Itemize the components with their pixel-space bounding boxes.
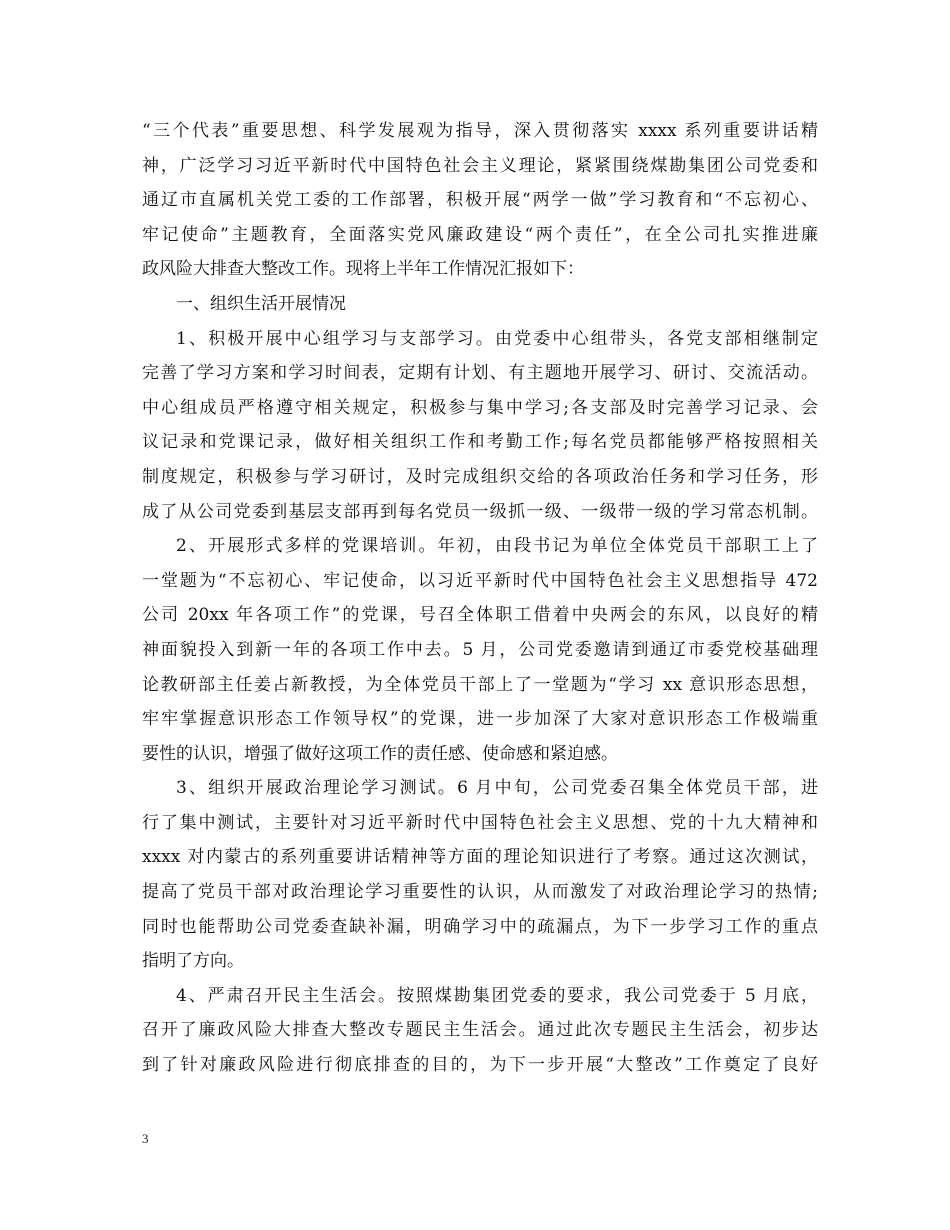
text-line: 公司 20xx 年各项工作”的党课，号召全体职工借着中央两会的东风，以良好的精	[142, 605, 818, 626]
text-line: 政风险大排查大整改工作。现将上半年工作情况汇报如下：	[142, 259, 584, 280]
text-line: 一堂题为“不忘初心、牢记使命，以习近平新时代中国特色社会主义思想指导 472	[142, 570, 818, 591]
text-line: 议记录和党课记录，做好相关组织工作和考勤工作;每名党员都能够严格按照相关	[142, 432, 818, 453]
text-line: 论教研部主任姜占新教授，为全体党员干部上了一堂题为“学习 xx 意识形态思想，	[142, 674, 818, 695]
text-line: 神，广泛学习习近平新时代中国特色社会主义理论，紧紧围绕煤勘集团公司党委和	[142, 155, 818, 176]
text-line: 指明了方向。	[142, 951, 244, 972]
paragraph-first-line: 1、积极开展中心组学习与支部学习。由党委中心组带头，各党支部相继制定	[176, 328, 818, 349]
text-line: 牢记使命”主题教育，全面落实党风廉政建设“两个责任”，在全公司扎实推进廉	[142, 224, 818, 245]
paragraph-first-line: 3、组织开展政治理论学习测试。6 月中旬，公司党委召集全体党员干部，进	[176, 778, 818, 799]
text-line: 要性的认识，增强了做好这项工作的责任感、使命感和紧迫感。	[142, 743, 618, 764]
paragraph-first-line: 4、严肃召开民主生活会。按照煤勘集团党委的要求，我公司党委于 5 月底，	[176, 985, 818, 1006]
text-line: 提高了党员干部对政治理论学习重要性的认识，从而激发了对政治理论学习的热情;	[142, 882, 818, 903]
text-line: “三个代表”重要思想、科学发展观为指导，深入贯彻落实 xxxx 系列重要讲话精	[142, 121, 818, 141]
text-line: 同时也能帮助公司党委查缺补漏，明确学习中的疏漏点，为下一步学习工作的重点	[142, 916, 818, 937]
text-line: 中心组成员严格遵守相关规定，积极参与集中学习;各支部及时完善学习记录、会	[142, 397, 818, 418]
text-line: 行了集中测试，主要针对习近平新时代中国特色社会主义思想、党的十九大精神和	[142, 812, 818, 833]
text-line: 完善了学习方案和学习时间表，定期有计划、有主题地开展学习、研讨、交流活动。	[142, 363, 818, 384]
paragraph-first-line: 2、开展形式多样的党课培训。年初，由段书记为单位全体党员干部职工上了	[176, 536, 818, 557]
text-line: 成了从公司党委到基层支部再到每名党员一级抓一级、一级带一级的学习常态机制。	[142, 501, 818, 522]
document-body	[142, 114, 818, 1083]
page-number: 3	[142, 1131, 149, 1146]
text-line: 召开了廉政风险大排查大整改专题民主生活会。通过此次专题民主生活会，初步达	[142, 1020, 818, 1041]
text-line: 通辽市直属机关党工委的工作部署，积极开展“两学一做”学习教育和“不忘初心、	[142, 190, 818, 211]
text-line: xxxx 对内蒙古的系列重要讲话精神等方面的理论知识进行了考察。通过这次测试，	[142, 847, 818, 868]
text-line: 制度规定，积极参与学习研讨，及时完成组织交给的各项政治任务和学习任务，形	[142, 466, 818, 487]
text-line: 神面貌投入到新一年的各项工作中去。5 月，公司党委邀请到通辽市委党校基础理	[142, 639, 818, 660]
text-line: 牢牢掌握意识形态工作领导权”的党课，进一步加深了大家对意识形态工作极端重	[142, 709, 818, 730]
section-heading: 一、组织生活开展情况	[176, 293, 346, 314]
text-line: 到了针对廉政风险进行彻底排查的目的，为下一步开展“大整改”工作奠定了良好	[142, 1055, 818, 1076]
